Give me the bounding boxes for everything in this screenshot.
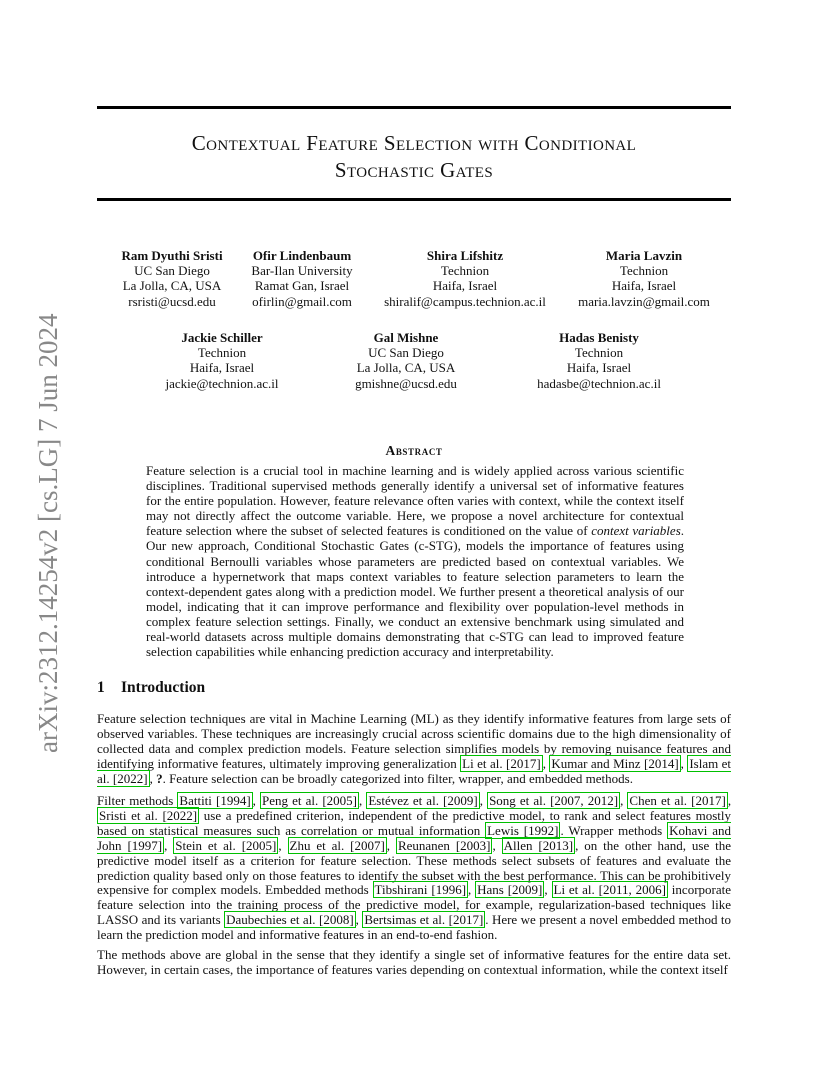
author-block bbox=[375, 248, 555, 309]
citation-link[interactable]: Islam et al. [2022] bbox=[97, 755, 732, 786]
citation-link[interactable]: Lewis [1992] bbox=[487, 822, 559, 838]
citation-link[interactable]: Reunanen [2003] bbox=[397, 837, 491, 853]
citation-link[interactable]: Estévez et al. [2009] bbox=[368, 793, 478, 808]
author-location: La Jolla, CA, USA bbox=[356, 360, 456, 376]
author-email[interactable]: jackie@technion.ac.il bbox=[165, 375, 279, 391]
author-name: Hadas Benisty bbox=[559, 330, 639, 345]
paper-title bbox=[97, 130, 731, 184]
author-affiliation: Bar-Ilan University bbox=[251, 263, 353, 279]
author-name: Maria Lavzin bbox=[605, 248, 683, 263]
paragraph-2: Filter methods Battiti [1994] , Peng et al. [2005] , Estévez et al. [2009] , Song et al. [2007, 2012] , Chen et al. [2017] , Sristi et al. [2022] use a predefined criterion, independent of the predictive model, to rank and select features mostly based on statistical measures such as correlation or mutual information Lewis [1992] . Wrapper methods Kohavi and John [1997] , Stein et al. [2005] , Zhu et al. [2007] , Reunanen [2003] , Allen [2013] , on the other hand, use the predictive model itself as a criterion for feature selection. These methods select subsets of features and evaluate the prediction quality based only on those features to identify the subset with the best performance. This can be prohibitively expensive for complex models. Embedded methods Tibshirani [1996] , Hans [2009] , Li et al. [2011, 2006] incorporate feature selection into the training process of the predictive model, for example, regularization-based techniques like LASSO and its variants Daubechies et al. [2008] , Bertsimas et al. [2017] . Here we present a novel embedded method to learn the prediction model and informative features in an end-to-end fashion. bbox=[97, 793, 732, 943]
author-location: Ramat Gan, Israel bbox=[254, 278, 350, 294]
citation-link[interactable]: Zhu et al. [2007] bbox=[289, 837, 385, 853]
citation-link[interactable]: Sristi et al. [2022] bbox=[99, 807, 198, 823]
author-affiliation: Technion bbox=[197, 345, 247, 361]
citation-link[interactable]: Stein et al. [2005] bbox=[175, 837, 277, 853]
citation-link[interactable]: Song et al. [2007, 2012] bbox=[489, 793, 619, 808]
arxiv-identifier bbox=[13, 295, 73, 755]
abstract-emphasis: context variables bbox=[591, 523, 681, 539]
citation-link[interactable]: Tibshirani [1996] bbox=[374, 882, 467, 898]
citation-link[interactable]: Kumar and Minz [2014] bbox=[551, 755, 679, 771]
abstract-part: Feature selection is a crucial tool in machine learning and is widely applied across various scientific disciplines. Traditional supervised methods generally identify a universal set of informative features for the entire population. However, feature relevance often varies with context, while the context itself may not directly affect the outcome variable. Here, we propose a novel architecture for contextual feature selection where the subset of selected features is conditioned on the value of bbox=[146, 463, 684, 539]
author-location: La Jolla, CA, USA bbox=[122, 278, 222, 294]
abstract-heading: Abstract bbox=[385, 443, 443, 458]
author-location: Haifa, Israel bbox=[189, 360, 255, 376]
citation-link[interactable]: Bertsimas et al. [2017] bbox=[364, 912, 484, 928]
citation-link[interactable]: Li et al. [2017] bbox=[462, 755, 541, 771]
author-block bbox=[568, 248, 720, 309]
text: Filter methods bbox=[97, 793, 178, 808]
text: . Here we present a novel embedded method to learn the prediction model and informative features in an end-to-end fashion. bbox=[97, 912, 732, 943]
author-name: Shira Lifshitz bbox=[426, 248, 504, 263]
author-block bbox=[240, 248, 364, 309]
author-affiliation: UC San Diego bbox=[134, 263, 210, 279]
author-name: Gal Mishne bbox=[373, 330, 439, 345]
author-location: Haifa, Israel bbox=[566, 360, 632, 376]
title-rule-bottom bbox=[97, 198, 731, 201]
citation-link[interactable]: Li et al. [2011, 2006] bbox=[553, 882, 666, 898]
author-name: Ofir Lindenbaum bbox=[252, 248, 352, 263]
text: , on the other hand, use the predictive model itself as a criterion for feature selection. These methods select subsets of features and evaluate the prediction quality based only on those features to identify the subset with the best performance. This can be prohibitively expensive for complex models. Embedded methods bbox=[97, 837, 731, 898]
arxiv-text: arXiv:2312.14254v2 [cs.LG] 7 Jun 2024 bbox=[33, 313, 63, 753]
citation-link[interactable]: Chen et al. [2017] bbox=[629, 793, 726, 808]
paragraph-3: The methods above are global in the sense that they identify a single set of informative features for the entire data set. However, in certain cases, the importance of features varies depending on contextual information, while the context itself bbox=[97, 947, 731, 977]
author-email[interactable]: maria.lavzin@gmail.com bbox=[578, 293, 710, 309]
author-affiliation: Technion bbox=[574, 345, 624, 361]
title-line-1: Contextual Feature Selection with Conditional bbox=[191, 131, 637, 155]
author-affiliation: Technion bbox=[619, 263, 669, 279]
author-email[interactable]: hadasbe@technion.ac.il bbox=[537, 375, 661, 391]
abstract-part: . Our new approach, Conditional Stochastic Gates (c-STG), models the importance of features using conditional Bernoulli variables whose parameters are predicted based on contextual variables. We introduce a hypernetwork that maps context variables to feature selection parameters to learn the context-dependent gates along with a prediction model. We further present a theoretical analysis of our model, indicating that it can improve performance and flexibility over population-level methods in complex feature selection settings. Finally, we conduct an extensive benchmark using simulated and real-world datasets across multiple domains demonstrating that c-STG can lead to improved feature selection capabilities while enhancing prediction accuracy and interpretability. bbox=[146, 523, 684, 660]
paragraph-1: Feature selection techniques are vital in Machine Learning (ML) as they identify informative features from large sets of observed variables. These techniques are increasingly crucial across scientific domains due to the high dimensionality of collected data and complex prediction models. Feature selection simplifies models by removing nuisance features and identifying informative features, ultimately improving generalization Li et al. [2017] , Kumar and Minz [2014] , Islam et al. [2022] , ?. Feature selection can be broadly categorized into filter, wrapper, and embedded methods. bbox=[97, 711, 732, 786]
abstract-text bbox=[146, 463, 684, 659]
author-block bbox=[105, 248, 239, 309]
text: Feature selection techniques are vital in Machine Learning (ML) as they identify informative features from large sets of observed variables. These techniques are increasingly crucial across scientific domains due to the high dimensionality of collected data and complex prediction models. Feature selection simplifies models by removing nuisance features and identifying informative features, ultimately improving generalization bbox=[97, 711, 731, 771]
author-location: Haifa, Israel bbox=[432, 278, 498, 294]
citation-link[interactable]: Battiti [1994] bbox=[179, 793, 251, 808]
author-affiliation: UC San Diego bbox=[368, 345, 444, 361]
author-email[interactable]: gmishne@ucsd.edu bbox=[355, 375, 457, 391]
citation-link[interactable]: Allen [2013] bbox=[503, 837, 574, 853]
author-affiliation: Technion bbox=[440, 263, 490, 279]
author-block bbox=[344, 330, 468, 391]
text: incorporate feature selection into the training process of the predictive model, for example, regularization-based techniques like LASSO and its variants bbox=[97, 882, 732, 928]
section-title: Introduction bbox=[121, 679, 206, 696]
author-name: Jackie Schiller bbox=[181, 330, 263, 345]
title-line-2: Stochastic Gates bbox=[334, 158, 494, 182]
author-block bbox=[524, 330, 674, 391]
text: . Feature selection can be broadly categorized into filter, wrapper, and embedded methods. bbox=[162, 770, 633, 786]
title-rule-top bbox=[97, 106, 731, 109]
author-email[interactable]: shiralif@campus.technion.ac.il bbox=[384, 293, 546, 309]
section-heading bbox=[97, 679, 205, 697]
author-name: Ram Dyuthi Sristi bbox=[121, 248, 223, 263]
text: use a predefined criterion, independent of the predictive model, to rank and select features mostly based on statistical measures such as correlation or mutual information bbox=[97, 807, 731, 838]
author-location: Haifa, Israel bbox=[611, 278, 677, 294]
text: . Wrapper methods bbox=[560, 822, 668, 838]
citation-link[interactable]: Daubechies et al. [2008] bbox=[226, 912, 354, 928]
citation-link[interactable]: Hans [2009] bbox=[477, 882, 543, 898]
author-block bbox=[152, 330, 292, 391]
citation-link[interactable]: Kohavi and John [1997] bbox=[97, 822, 732, 853]
author-email[interactable]: rsristi@ucsd.edu bbox=[128, 293, 216, 309]
author-email[interactable]: ofirlin@gmail.com bbox=[252, 293, 352, 309]
citation-link[interactable]: Peng et al. [2005] bbox=[262, 793, 357, 808]
section-number: 1 bbox=[97, 679, 105, 696]
missing-citation: ? bbox=[156, 770, 163, 786]
